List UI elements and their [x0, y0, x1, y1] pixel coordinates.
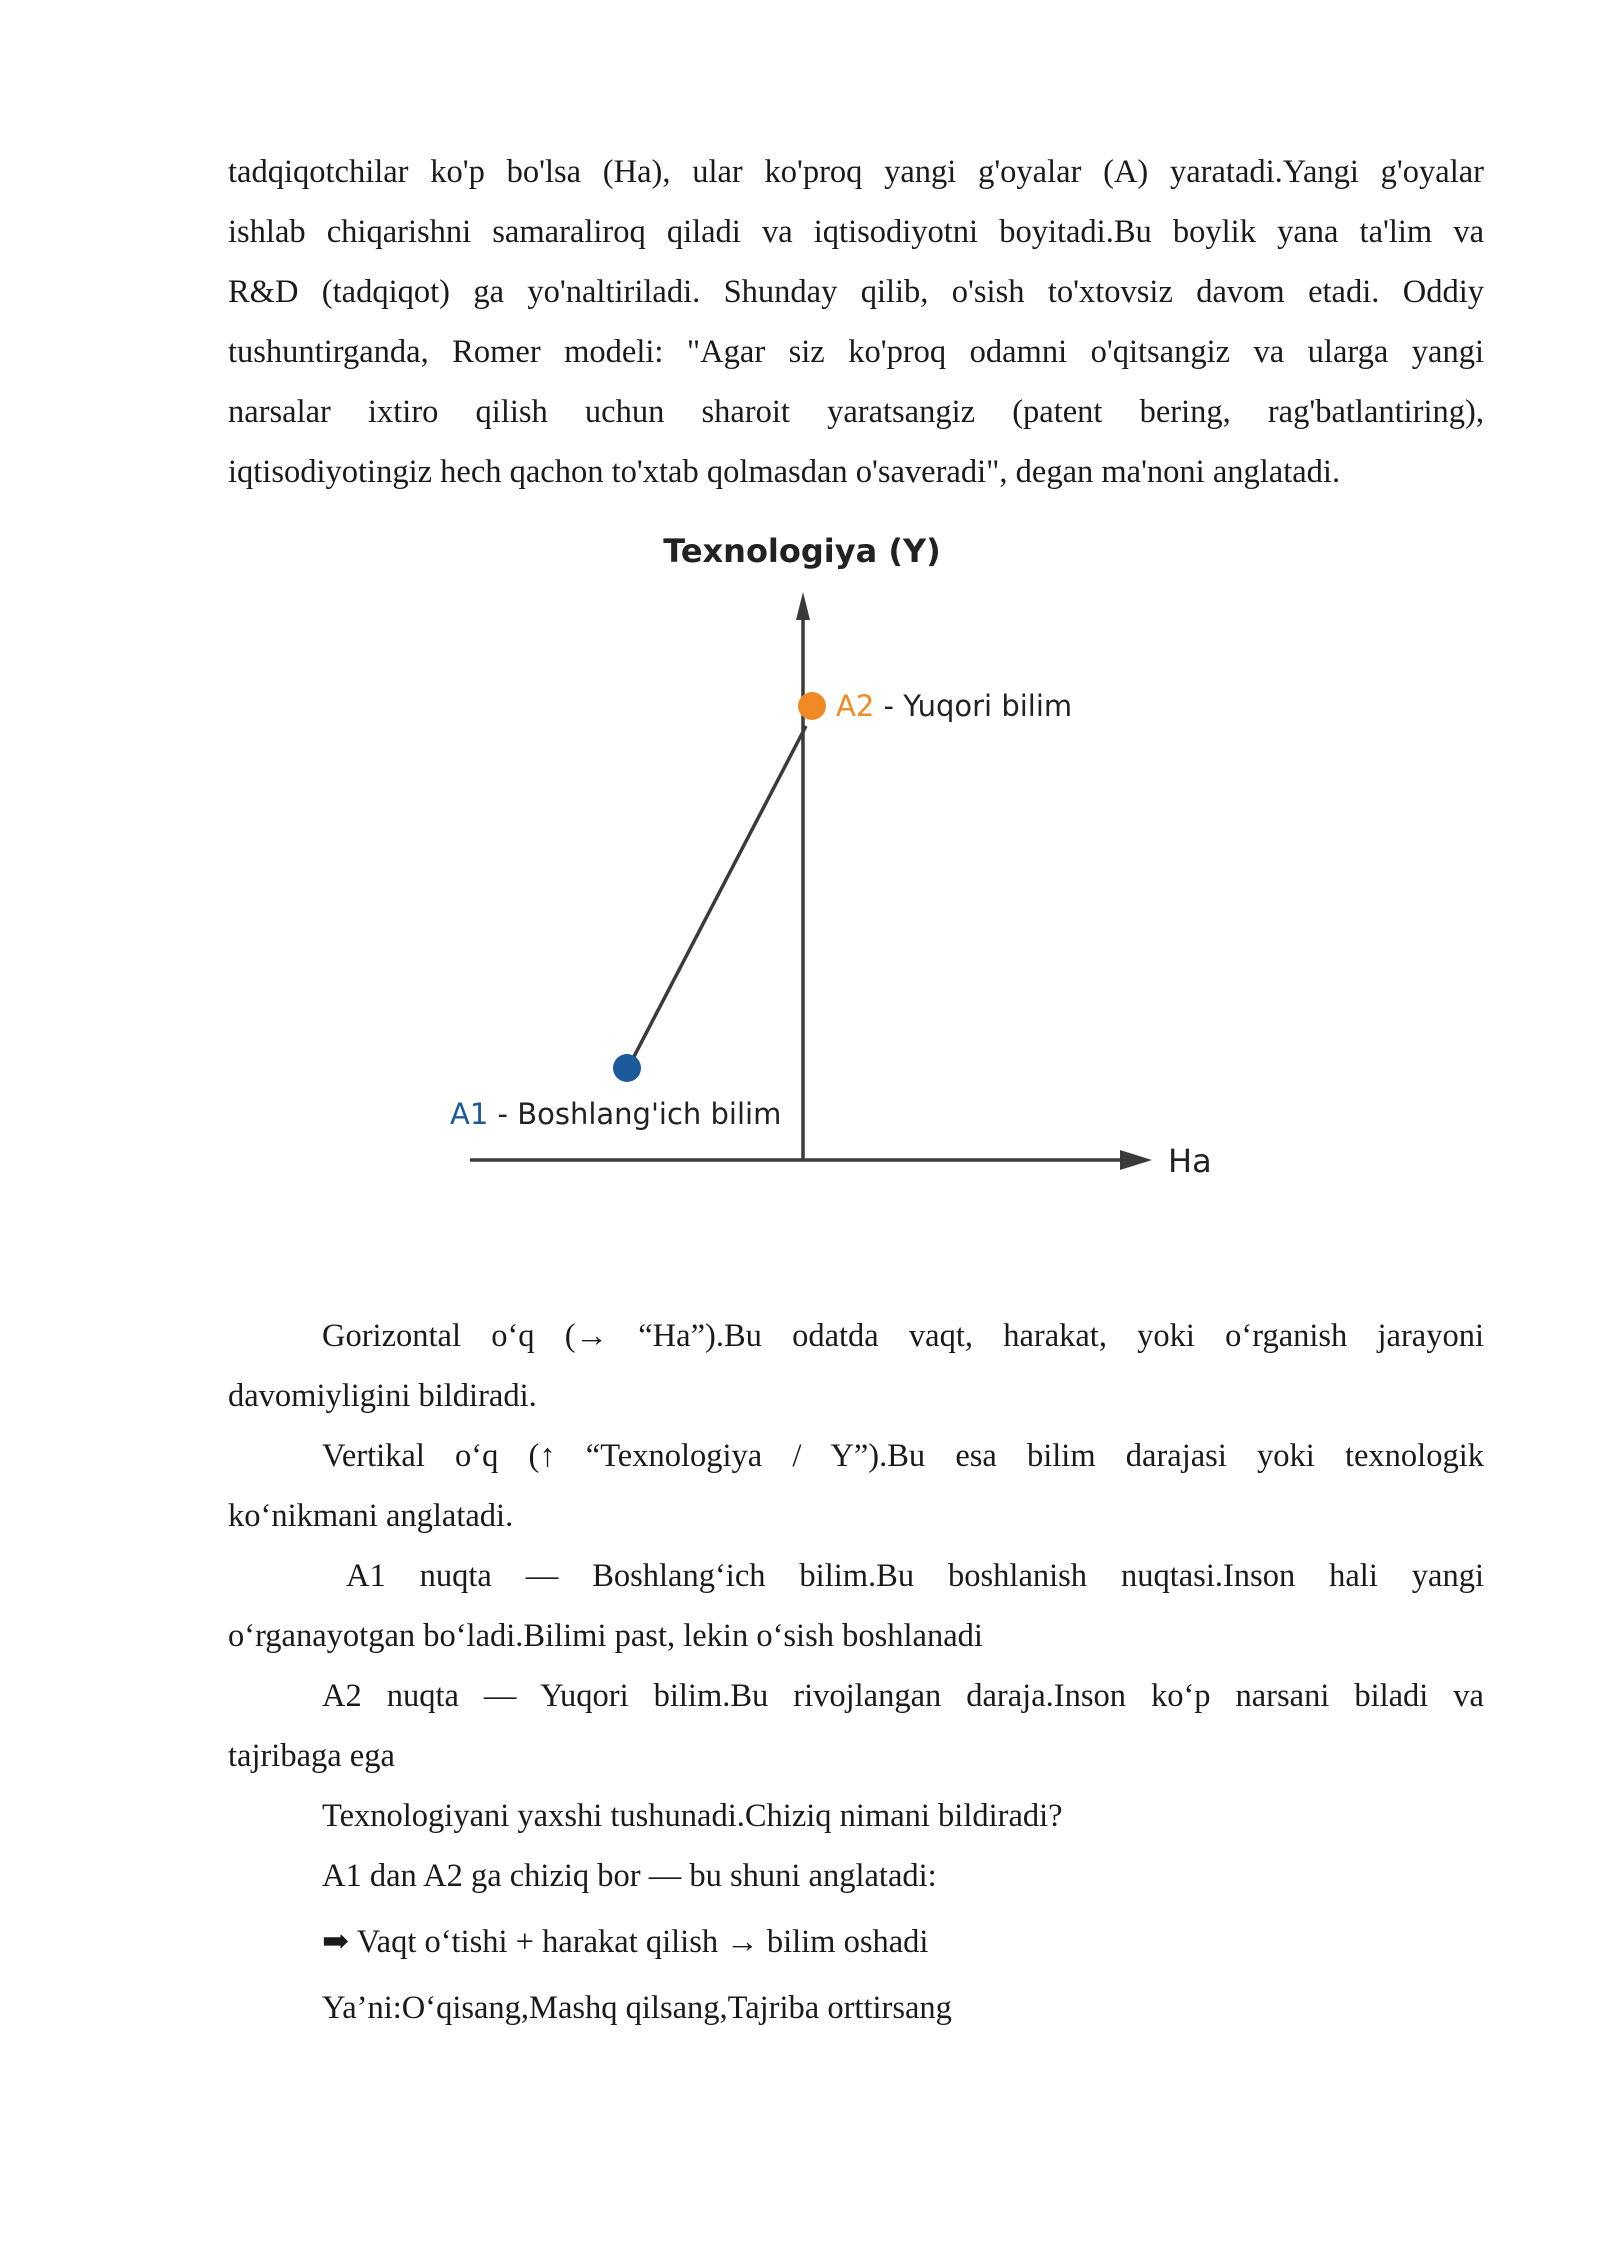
point-a1-desc: - Boshlang'ich bilim	[488, 1097, 782, 1131]
knowledge-growth-diagram	[440, 530, 1240, 1210]
paragraph-line: davomiyligini bildiradi.	[228, 1378, 537, 1414]
intro-line: R&D (tadqiqot) ga yo'naltiriladi. Shunday qilib, o'sish to'xtovsiz davom etadi. Oddiy	[228, 274, 1484, 310]
paragraph-line: A1 nuqta — Boshlang‘ich bilim.Bu boshlanish nuqtasi.Inson hali yangi	[346, 1558, 1484, 1594]
paragraph-summary: Ya’ni:O‘qisang,Mashq qilsang,Tajriba orttirsang	[322, 1990, 952, 2026]
paragraph-horizontal-axis	[228, 1306, 1484, 1426]
y-axis-arrow-icon	[796, 592, 810, 620]
paragraph-line: tajribaga ega	[228, 1738, 395, 1774]
intro-line: tadqiqotchilar ko'p bo'lsa (Ha), ular ko'proq yangi g'oyalar (A) yaratadi.Yangi g'oyalar	[228, 154, 1484, 190]
paragraph-point-a2	[228, 1666, 1484, 1786]
growth-line	[628, 726, 806, 1068]
paragraph-growth: ➡ Vaqt o‘tishi + harakat qilish → bilim oshadi	[322, 1924, 929, 1960]
paragraph-line-meaning: A1 dan A2 ga chiziq bor — bu shuni anglatadi:	[322, 1858, 937, 1894]
paragraph-line: ko‘nikmani anglatadi.	[228, 1498, 514, 1534]
paragraph-line: A2 nuqta — Yuqori bilim.Bu rivojlangan daraja.Inson ko‘p narsani biladi va	[322, 1678, 1484, 1714]
point-a2-id: A2	[836, 689, 875, 723]
point-a1	[613, 1054, 641, 1082]
paragraph-line: Gorizontal o‘q (→ “Ha”).Bu odatda vaqt, harakat, yoki o‘rganish jarayoni	[322, 1318, 1484, 1354]
y-axis-label: Texnologiya (Y)	[663, 532, 941, 570]
paragraph-vertical-axis	[228, 1426, 1484, 1546]
point-a2	[798, 692, 826, 720]
intro-line: narsalar ixtiro qilish uchun sharoit yaratsangiz (patent bering, rag'batlantiring),	[228, 394, 1484, 430]
paragraph-line: o‘rganayotgan bo‘ladi.Bilimi past, lekin o‘sish boshlanadi	[228, 1618, 983, 1654]
intro-line: ishlab chiqarishni samaraliroq qiladi va iqtisodiyotni boyitadi.Bu boylik yana ta'lim va	[228, 214, 1484, 250]
point-a1-id: A1	[450, 1097, 489, 1131]
intro-line: iqtisodiyotingiz hech qachon to'xtab qolmasdan o'saveradi", degan ma'noni anglatadi.	[228, 454, 1341, 490]
x-axis-arrow-icon	[1120, 1150, 1152, 1170]
point-a1-label	[450, 1097, 781, 1131]
intro-line: tushuntirganda, Romer modeli: "Agar siz ko'proq odamni o'qitsangiz va ularga yangi	[228, 334, 1484, 370]
intro-paragraph	[228, 142, 1484, 502]
point-a2-label	[836, 689, 1072, 723]
point-a2-desc: - Yuqori bilim	[874, 689, 1073, 723]
paragraph-point-a1	[228, 1546, 1484, 1666]
x-axis-label: Ha	[1168, 1142, 1212, 1180]
paragraph-line: Vertikal o‘q (↑ “Texnologiya / Y”).Bu esa bilim darajasi yoki texnologik	[322, 1438, 1484, 1474]
paragraph-technology: Texnologiyani yaxshi tushunadi.Chiziq nimani bildiradi?	[322, 1798, 1063, 1834]
